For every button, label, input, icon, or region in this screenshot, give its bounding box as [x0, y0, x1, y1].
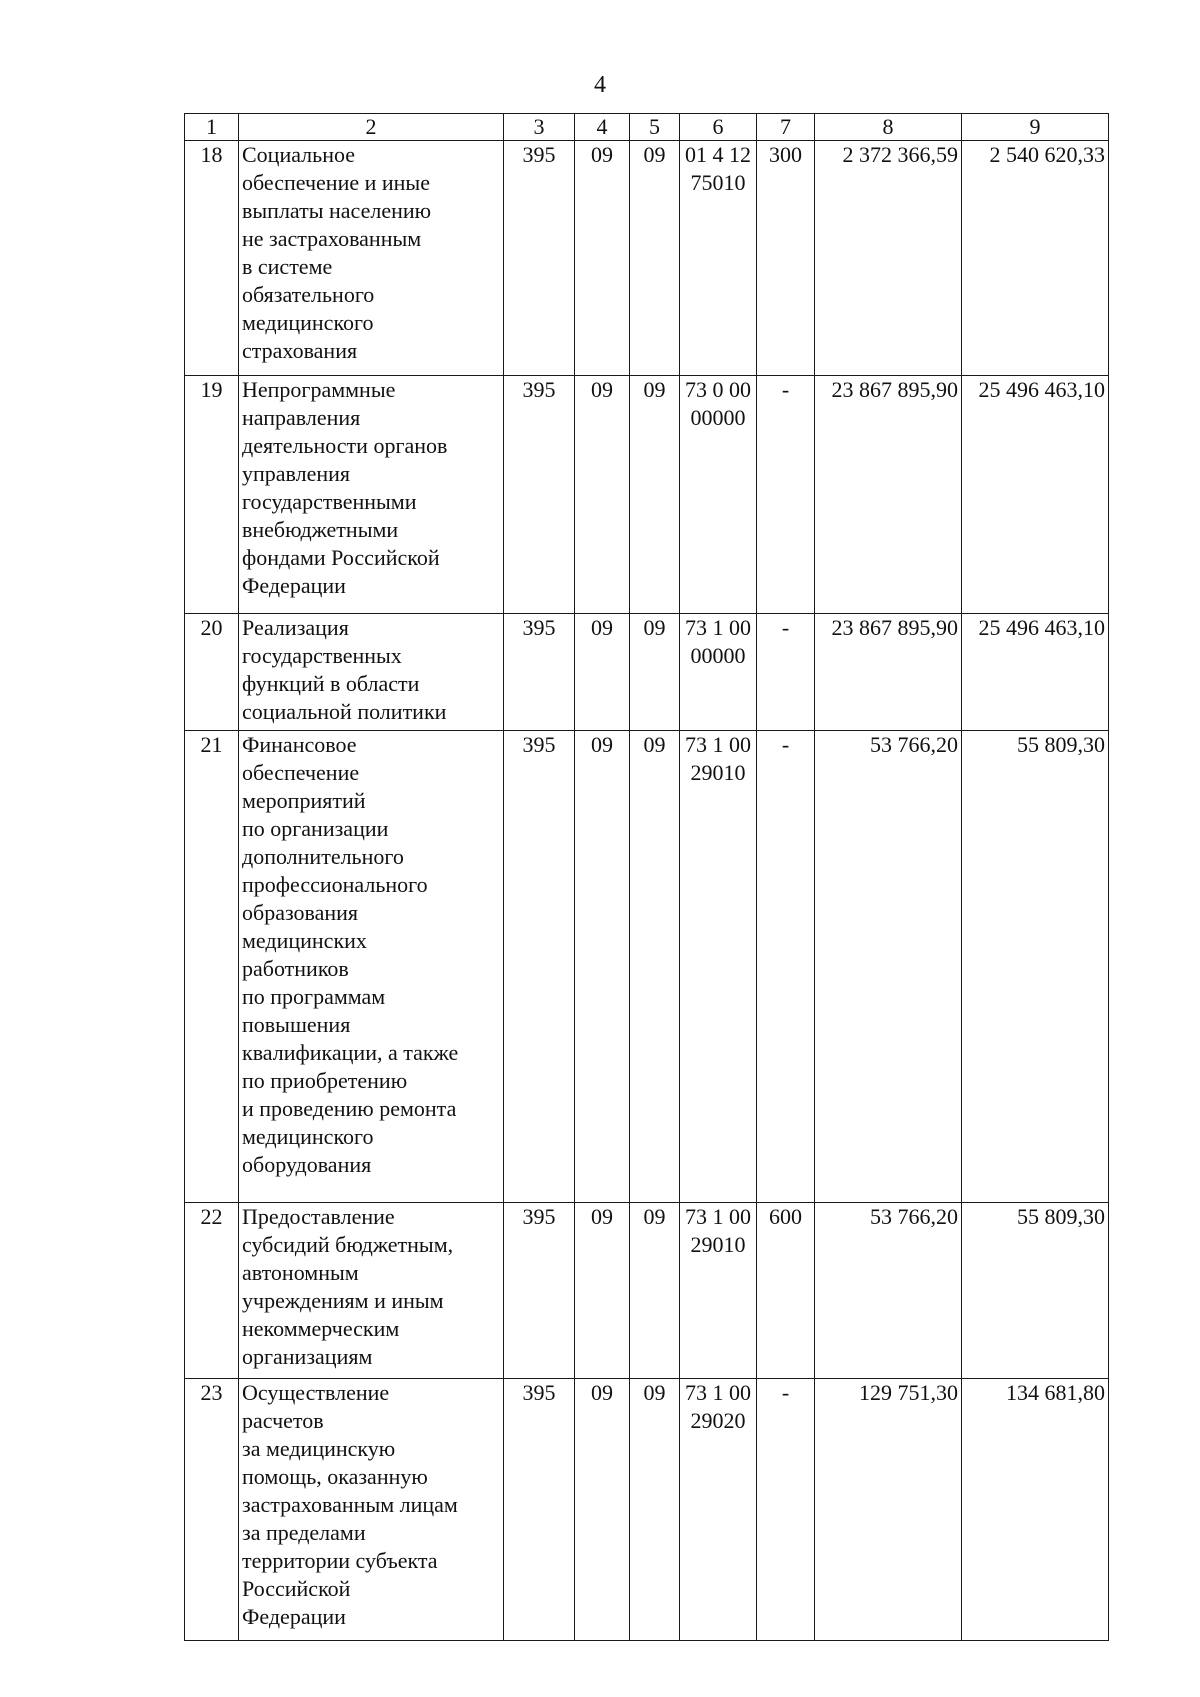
section-code-cell: 09 [575, 731, 630, 1203]
item-name-cell [239, 614, 504, 731]
item-name-line: выплаты населению [242, 198, 432, 223]
item-name-line: территории субъекта [242, 1548, 438, 1573]
target-article-line: 29020 [690, 1408, 746, 1433]
expense-type-cell: - [757, 376, 815, 614]
target-article-line: 00000 [690, 643, 746, 668]
section-code-cell: 09 [575, 1379, 630, 1641]
item-name-line: мероприятий [242, 788, 366, 813]
item-name-line: образования [242, 900, 359, 925]
expense-type-cell: - [757, 731, 815, 1203]
item-name-line: автономным [242, 1260, 359, 1285]
row-number-cell: 20 [185, 614, 239, 731]
expense-type-cell: 600 [757, 1203, 815, 1379]
target-article-cell [680, 614, 757, 731]
grbs-code-cell: 395 [504, 1379, 575, 1641]
table-row [185, 614, 1109, 731]
row-number-cell: 22 [185, 1203, 239, 1379]
item-name-line: дополнительного [242, 844, 404, 869]
target-article-line: 73 1 00 [685, 615, 751, 640]
item-name-line: Непрограммные [242, 377, 396, 402]
target-article-line: 29010 [690, 760, 746, 785]
amount-year2-cell: 25 496 463,10 [962, 376, 1109, 614]
amount-year2-cell: 55 809,30 [962, 731, 1109, 1203]
target-article-line: 73 0 00 [685, 377, 751, 402]
item-name-line: государственных [242, 643, 402, 668]
item-name-line: функций в области [242, 671, 420, 696]
item-name-line: по приобретению [242, 1068, 408, 1093]
item-name-line: по организации [242, 816, 389, 841]
header-cell: 8 [815, 114, 962, 141]
item-name-line: расчетов [242, 1408, 324, 1433]
item-name-cell [239, 1379, 504, 1641]
item-name-line: Социальное [242, 142, 355, 167]
subsection-code-cell: 09 [630, 1203, 680, 1379]
table-row [185, 1379, 1109, 1641]
item-name-line: работников [242, 956, 349, 981]
header-row [185, 114, 1109, 141]
grbs-code-cell: 395 [504, 1203, 575, 1379]
page-number: 4 [594, 72, 606, 98]
item-name-line: управления [242, 461, 351, 486]
item-name-line: профессионального [242, 872, 428, 897]
item-name-line: направления [242, 405, 361, 430]
amount-year2-cell: 55 809,30 [962, 1203, 1109, 1379]
item-name-cell [239, 376, 504, 614]
item-name-line: Федерации [242, 1604, 346, 1629]
item-name-line: деятельности органов [242, 433, 448, 458]
item-name-line: в системе [242, 254, 333, 279]
item-name-line: оборудования [242, 1152, 372, 1177]
item-name-cell [239, 731, 504, 1203]
item-name-line: по программам [242, 984, 386, 1009]
table-row [185, 141, 1109, 376]
item-name-line: Реализация [242, 615, 349, 640]
amount-year1-cell: 23 867 895,90 [815, 614, 962, 731]
item-name-line: государственными [242, 489, 417, 514]
item-name-line: Российской [242, 1576, 351, 1601]
row-number-cell: 23 [185, 1379, 239, 1641]
grbs-code-cell: 395 [504, 614, 575, 731]
amount-year1-cell: 23 867 895,90 [815, 376, 962, 614]
row-number-cell: 18 [185, 141, 239, 376]
target-article-line: 01 4 12 [685, 142, 751, 167]
table-row [185, 376, 1109, 614]
subsection-code-cell: 09 [630, 731, 680, 1203]
item-name-line: обеспечение [242, 760, 360, 785]
header-cell: 9 [962, 114, 1109, 141]
amount-year1-cell: 53 766,20 [815, 1203, 962, 1379]
item-name-line: социальной политики [242, 699, 447, 724]
target-article-line: 73 1 00 [685, 1380, 751, 1405]
target-article-cell [680, 1203, 757, 1379]
item-name-line: медицинского [242, 310, 374, 335]
item-name-line: не застрахованным [242, 226, 422, 251]
amount-year2-cell: 2 540 620,33 [962, 141, 1109, 376]
item-name-line: субсидий бюджетным, [242, 1232, 454, 1257]
expense-type-cell: - [757, 1379, 815, 1641]
header-cell: 6 [680, 114, 757, 141]
subsection-code-cell: 09 [630, 141, 680, 376]
header-cell: 1 [185, 114, 239, 141]
item-name-line: застрахованным лицам [242, 1492, 458, 1517]
item-name-line: и проведению ремонта [242, 1096, 457, 1121]
section-code-cell: 09 [575, 376, 630, 614]
item-name-line: за медицинскую [242, 1436, 396, 1461]
item-name-line: за пределами [242, 1520, 366, 1545]
target-article-line: 73 1 00 [685, 1204, 751, 1229]
item-name-line: учреждениям и иным [242, 1288, 444, 1313]
target-article-line: 75010 [690, 170, 746, 195]
item-name-cell [239, 141, 504, 376]
subsection-code-cell: 09 [630, 614, 680, 731]
item-name-line: квалификации, а также [242, 1040, 459, 1065]
grbs-code-cell: 395 [504, 376, 575, 614]
item-name-line: медицинских [242, 928, 367, 953]
item-name-line: внебюджетными [242, 517, 399, 542]
amount-year1-cell: 2 372 366,59 [815, 141, 962, 376]
target-article-line: 00000 [690, 405, 746, 430]
table-row [185, 731, 1109, 1203]
target-article-cell [680, 376, 757, 614]
item-name-line: Федерации [242, 573, 346, 598]
item-name-line: фондами Российской [242, 545, 440, 570]
item-name-line: организациям [242, 1344, 373, 1369]
item-name-line: страхования [242, 338, 358, 363]
row-number-cell: 19 [185, 376, 239, 614]
budget-table [184, 113, 1109, 1641]
item-name-line: обязательного [242, 282, 375, 307]
header-cell: 2 [239, 114, 504, 141]
item-name-line: Предоставление [242, 1204, 395, 1229]
target-article-line: 73 1 00 [685, 732, 751, 757]
target-article-cell [680, 1379, 757, 1641]
item-name-line: Финансовое [242, 732, 357, 757]
section-code-cell: 09 [575, 141, 630, 376]
item-name-line: Осуществление [242, 1380, 390, 1405]
row-number-cell: 21 [185, 731, 239, 1203]
expense-type-cell: - [757, 614, 815, 731]
target-article-cell [680, 141, 757, 376]
header-cell: 7 [757, 114, 815, 141]
amount-year2-cell: 25 496 463,10 [962, 614, 1109, 731]
amount-year2-cell: 134 681,80 [962, 1379, 1109, 1641]
table-body [185, 141, 1109, 1641]
grbs-code-cell: 395 [504, 731, 575, 1203]
item-name-line: некоммерческим [242, 1316, 400, 1341]
item-name-line: обеспечение и иные [242, 170, 430, 195]
target-article-cell [680, 731, 757, 1203]
subsection-code-cell: 09 [630, 376, 680, 614]
item-name-line: повышения [242, 1012, 351, 1037]
subsection-code-cell: 09 [630, 1379, 680, 1641]
item-name-cell [239, 1203, 504, 1379]
amount-year1-cell: 129 751,30 [815, 1379, 962, 1641]
header-cell: 4 [575, 114, 630, 141]
section-code-cell: 09 [575, 1203, 630, 1379]
header-cell: 3 [504, 114, 575, 141]
target-article-line: 29010 [690, 1232, 746, 1257]
item-name-line: помощь, оказанную [242, 1464, 428, 1489]
section-code-cell: 09 [575, 614, 630, 731]
header-cell: 5 [630, 114, 680, 141]
table-row [185, 1203, 1109, 1379]
amount-year1-cell: 53 766,20 [815, 731, 962, 1203]
grbs-code-cell: 395 [504, 141, 575, 376]
item-name-line: медицинского [242, 1124, 374, 1149]
expense-type-cell: 300 [757, 141, 815, 376]
